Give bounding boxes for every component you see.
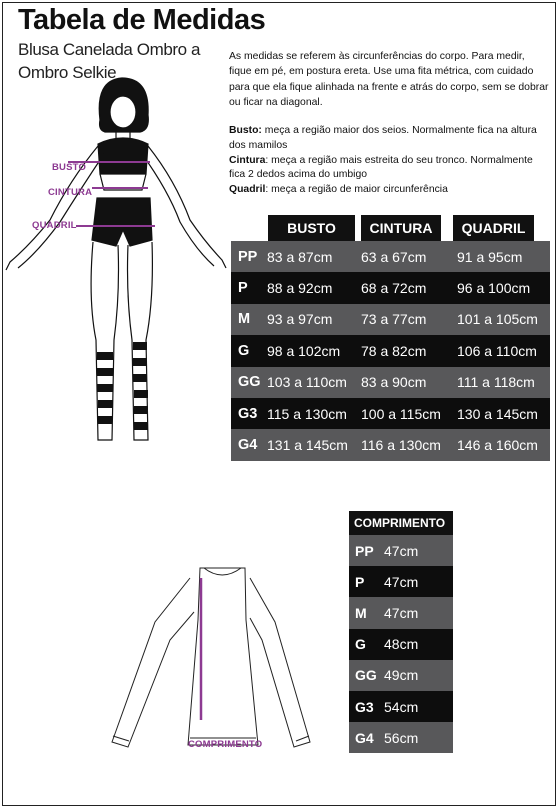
cintura-value: 83 a 90cm <box>355 367 451 398</box>
quadril-value: 91 a 95cm <box>451 241 550 272</box>
size-code: P <box>231 272 261 303</box>
busto-value: 98 a 102cm <box>261 335 355 366</box>
size-code: P <box>349 566 378 597</box>
cintura-value: 78 a 82cm <box>355 335 451 366</box>
quadril-value: 130 a 145cm <box>451 398 550 429</box>
busto-value: 83 a 87cm <box>261 241 355 272</box>
length-value: 56cm <box>378 722 453 753</box>
size-code: PP <box>349 535 378 566</box>
body-illustration <box>0 70 230 460</box>
cintura-label: CINTURA <box>48 187 93 198</box>
table-row <box>231 335 550 366</box>
cintura-value: 68 a 72cm <box>355 272 451 303</box>
size-code: M <box>231 304 261 335</box>
size-table <box>231 215 550 461</box>
table-row <box>349 597 453 628</box>
size-table-header <box>231 215 550 241</box>
quadril-label: QUADRIL <box>32 220 77 231</box>
cintura-value: 100 a 115cm <box>355 398 451 429</box>
product-name: Blusa Canelada Ombro a Ombro Selkie <box>18 40 201 82</box>
header-busto: BUSTO <box>268 215 355 241</box>
table-row <box>231 304 550 335</box>
table-row <box>231 241 550 272</box>
length-value: 48cm <box>378 629 453 660</box>
table-row <box>349 535 453 566</box>
table-row <box>231 367 550 398</box>
definition-busto: Busto: meça a região maior dos seios. Normalmente fica na altura dos mamilos <box>229 125 537 151</box>
size-code: GG <box>349 660 378 691</box>
size-code: G <box>231 335 261 366</box>
table-row <box>349 691 453 722</box>
table-row <box>349 660 453 691</box>
size-code: G3 <box>349 691 378 722</box>
size-code: G3 <box>231 398 261 429</box>
header-quadril: QUADRIL <box>453 215 534 241</box>
cintura-value: 116 a 130cm <box>355 429 451 460</box>
quadril-value: 101 a 105cm <box>451 304 550 335</box>
quadril-value: 146 a 160cm <box>451 429 550 460</box>
cintura-value: 63 a 67cm <box>355 241 451 272</box>
size-code: G <box>349 629 378 660</box>
size-code: GG <box>231 367 261 398</box>
quadril-value: 111 a 118cm <box>451 367 550 398</box>
table-row <box>349 722 453 753</box>
size-code: M <box>349 597 378 628</box>
definition-quadril: Quadril: meça a região de maior circunferência <box>229 184 448 196</box>
length-value: 47cm <box>378 597 453 628</box>
definition-cintura: Cintura: meça a região mais estreita do seu tronco. Normalmente fica 2 dedos acima do umbigo <box>229 154 533 181</box>
table-row <box>231 429 550 460</box>
busto-label: BUSTO <box>52 162 87 173</box>
length-value: 49cm <box>378 660 453 691</box>
busto-value: 88 a 92cm <box>261 272 355 303</box>
length-table <box>349 511 453 753</box>
size-code: G4 <box>231 429 261 460</box>
measuring-instructions: As medidas se referem às circunferências do corpo. Para medir, fique em pé, em postura ereta. Use uma fita métrica, com cuidado para que ela fique alinhada na frente e atrás do corpo, sem se dobrar ou ficar na diagonal. <box>229 51 549 109</box>
table-row <box>349 566 453 597</box>
busto-value: 93 a 97cm <box>261 304 355 335</box>
busto-value: 115 a 130cm <box>261 398 355 429</box>
table-row <box>231 398 550 429</box>
size-code: PP <box>231 241 261 272</box>
length-value: 47cm <box>378 566 453 597</box>
length-value: 47cm <box>378 535 453 566</box>
quadril-value: 96 a 100cm <box>451 272 550 303</box>
comprimento-label: COMPRIMENTO <box>188 739 263 750</box>
page-title: Tabela de Medidas <box>18 4 266 36</box>
measurement-definitions <box>229 124 551 198</box>
busto-value: 103 a 110cm <box>261 367 355 398</box>
quadril-value: 106 a 110cm <box>451 335 550 366</box>
header-cintura: CINTURA <box>361 215 441 241</box>
garment-illustration <box>100 560 325 755</box>
table-row <box>349 629 453 660</box>
busto-value: 131 a 145cm <box>261 429 355 460</box>
size-code: G4 <box>349 722 378 753</box>
length-value: 54cm <box>378 691 453 722</box>
table-row <box>231 272 550 303</box>
header-comprimento: COMPRIMENTO <box>349 511 453 535</box>
cintura-value: 73 a 77cm <box>355 304 451 335</box>
